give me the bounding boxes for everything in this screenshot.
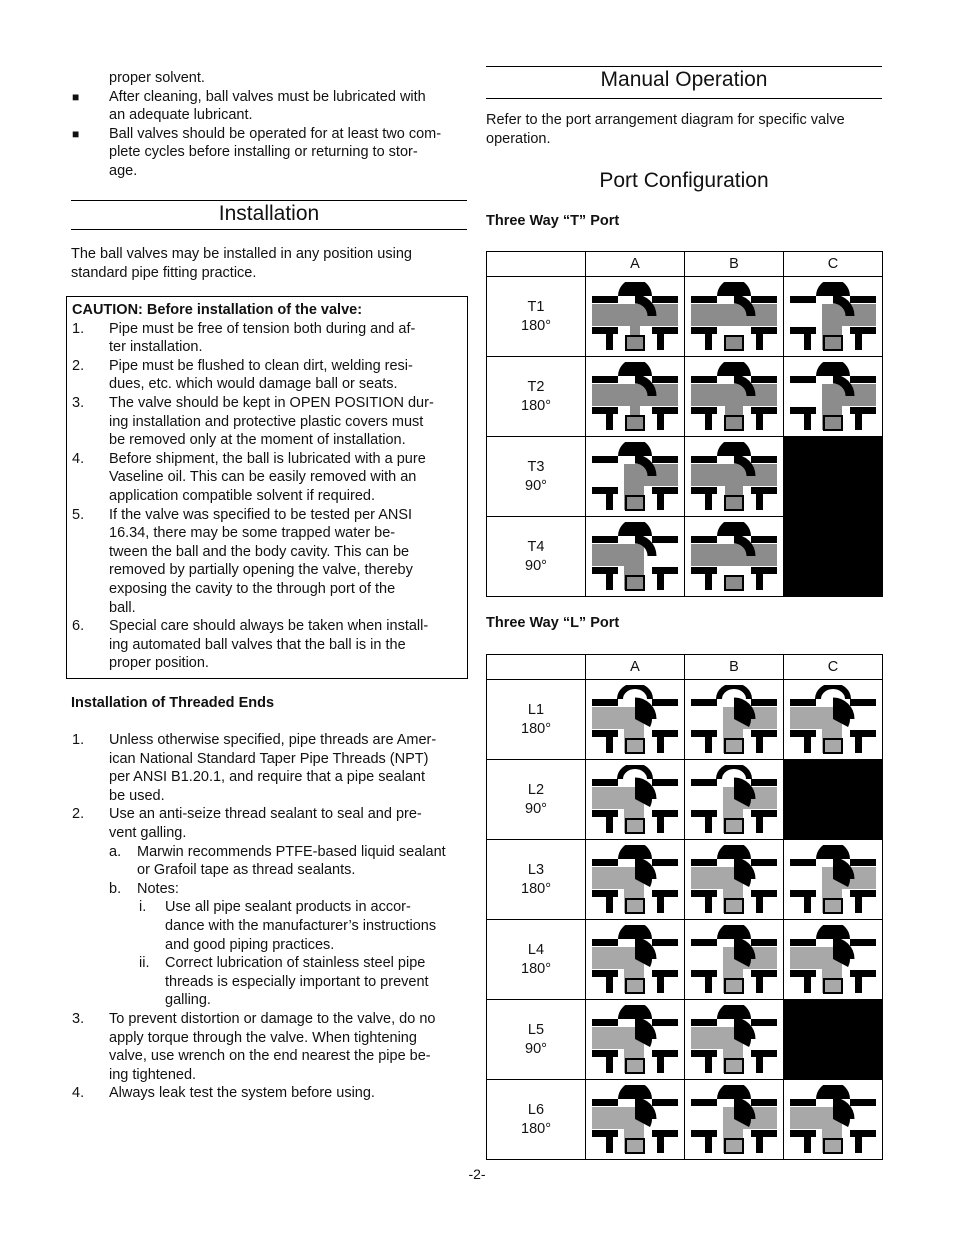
column-header-a: A: [586, 252, 685, 277]
threaded-item-number: 1.: [72, 732, 85, 748]
table-row: [487, 437, 883, 517]
page-number: -2-: [468, 1166, 486, 1182]
valve-cell: [586, 437, 685, 517]
threaded-item-line: Notes:: [137, 880, 179, 897]
caution-item-line: application compatible solvent if required.: [109, 488, 375, 504]
caution-item-number: 1.: [72, 320, 85, 337]
threaded-item-line: vent galling.: [109, 825, 187, 841]
valve-cell: [586, 1000, 685, 1080]
unavailable-cell: [784, 517, 883, 597]
l-port-heading: Three Way “L” Port: [486, 615, 620, 631]
caution-item-line: ing installation and protective plastic covers must: [109, 413, 424, 430]
table-row: [487, 840, 883, 920]
caution-item-line: The valve should be kept in OPEN POSITION dur-: [109, 395, 434, 411]
bullet-marker: ■: [72, 89, 80, 104]
caution-item-number: 3.: [72, 395, 85, 411]
caution-item-line: Special care should always be taken when install-: [109, 618, 429, 635]
caution-item-line: 16.34, there may be some trapped water be-: [109, 525, 396, 542]
manual-line: operation.: [486, 130, 551, 147]
table-header-row: [487, 655, 883, 680]
row-angle: 180°: [521, 720, 551, 737]
valve-port-diagram: [590, 765, 680, 835]
row-label: L4: [527, 941, 545, 958]
row-angle: 180°: [521, 1120, 551, 1137]
column-header-c: C: [784, 252, 883, 277]
t-port-table: [486, 251, 883, 597]
valve-port-diagram: [590, 442, 680, 512]
caution-item-number: 2.: [72, 357, 85, 374]
caution-item-line: If the valve was specified to be tested per ANSI: [109, 506, 413, 523]
valve-cell: [586, 760, 685, 840]
unavailable-cell: [784, 1000, 883, 1080]
valve-cell: [784, 840, 883, 920]
valve-cell: [685, 680, 784, 760]
caution-item-line: Vaseline oil. This can be easily removed with an: [109, 469, 417, 486]
valve-port-diagram: [590, 522, 680, 592]
valve-cell: [784, 1080, 883, 1160]
intro-line: proper solvent.: [109, 70, 205, 86]
row-label-cell: [487, 437, 586, 517]
threaded-item-line: Always leak test the system before using.: [109, 1085, 375, 1102]
threaded-item-number: 2.: [72, 806, 85, 823]
row-label-cell: [487, 760, 586, 840]
row-label-cell: [487, 357, 586, 437]
row-label-cell: [487, 920, 586, 1000]
threaded-item-number: a.: [109, 843, 122, 860]
installation-rule-bottom: [71, 229, 467, 230]
caution-item-line: Pipe must be flushed to clean dirt, welding resi-: [109, 357, 413, 374]
valve-port-diagram: [590, 1005, 680, 1075]
installation-heading: Installation: [218, 202, 320, 225]
row-angle: 180°: [521, 960, 551, 977]
valve-cell: [685, 920, 784, 1000]
valve-port-diagram: [590, 845, 680, 915]
threaded-item-number: 4.: [72, 1085, 85, 1102]
row-label-cell: [487, 680, 586, 760]
row-label: T1: [527, 298, 545, 315]
row-label: L1: [527, 701, 545, 718]
table-row: [487, 277, 883, 357]
valve-port-diagram: [590, 1085, 680, 1155]
valve-port-diagram: [689, 362, 779, 432]
valve-cell: [586, 680, 685, 760]
valve-cell: [784, 680, 883, 760]
table-row: [487, 517, 883, 597]
installation-rule-top: [71, 200, 467, 201]
valve-cell: [586, 1080, 685, 1160]
valve-cell: [784, 357, 883, 437]
caution-item-line: ing automated ball valves that the ball is in the: [109, 636, 406, 653]
row-label-cell: [487, 1000, 586, 1080]
valve-port-diagram: [689, 522, 779, 592]
manual-rule-bottom: [486, 98, 882, 99]
threaded-item-line: ing tightened.: [109, 1066, 197, 1083]
valve-port-diagram: [788, 685, 878, 755]
row-angle: 90°: [525, 1040, 547, 1057]
row-label: T3: [527, 458, 545, 475]
valve-port-diagram: [689, 765, 779, 835]
table-header-row: [487, 252, 883, 277]
caution-item-number: 4.: [72, 450, 85, 467]
column-header-b: B: [685, 252, 784, 277]
valve-port-diagram: [788, 1085, 878, 1155]
valve-port-diagram: [788, 925, 878, 995]
manual-operation-heading: Manual Operation: [600, 68, 768, 91]
row-label-cell: [487, 517, 586, 597]
row-label: L5: [527, 1021, 545, 1038]
threaded-item-line: and good piping practices.: [165, 936, 335, 953]
l-port-table: [486, 654, 883, 1160]
port-configuration-heading: Port Configuration: [599, 169, 769, 192]
valve-cell: [784, 277, 883, 357]
threaded-item-line: threads is especially important to prevent: [165, 973, 429, 990]
threaded-item-number: i.: [139, 899, 147, 916]
table-row: [487, 920, 883, 1000]
threaded-item-line: Use all pipe sealant products in accor-: [165, 899, 411, 916]
table-row: [487, 680, 883, 760]
caution-title: CAUTION: Before installation of the valve:: [72, 302, 363, 318]
valve-port-diagram: [689, 925, 779, 995]
row-label: L6: [527, 1101, 545, 1118]
column-header-c: C: [784, 655, 883, 680]
valve-port-diagram: [689, 442, 779, 512]
valve-port-diagram: [689, 282, 779, 352]
valve-port-diagram: [590, 685, 680, 755]
table-row: [487, 357, 883, 437]
threaded-item-line: dance with the manufacturer’s instructions: [165, 918, 437, 934]
threaded-item-line: ican National Standard Taper Pipe Threads (NPT): [109, 750, 429, 767]
threaded-item-line: To prevent distortion or damage to the valve, do no: [109, 1011, 436, 1027]
caution-item-line: tween the ball and the body cavity. This can be: [109, 543, 410, 560]
header-blank-cell: [487, 655, 586, 680]
table-row: [487, 760, 883, 840]
threaded-item-line: Use an anti-seize thread sealant to seal and pre-: [109, 806, 422, 823]
row-label: L2: [527, 781, 545, 798]
valve-cell: [784, 920, 883, 1000]
valve-port-diagram: [590, 362, 680, 432]
intro-line: age.: [109, 163, 138, 179]
caution-item-line: Pipe must be free of tension both during and af-: [109, 320, 416, 337]
row-angle: 90°: [525, 557, 547, 574]
row-angle: 180°: [521, 317, 551, 334]
threaded-item-line: valve, use wrench on the end nearest the pipe be-: [109, 1048, 431, 1065]
t-port-heading: Three Way “T” Port: [486, 213, 620, 229]
valve-port-diagram: [788, 362, 878, 432]
header-blank-cell: [487, 252, 586, 277]
caution-item-line: removed by partially opening the valve, thereby: [109, 562, 413, 579]
caution-item-line: be removed only at the moment of installation.: [109, 432, 406, 449]
valve-port-diagram: [689, 1005, 779, 1075]
installation-line: The ball valves may be installed in any position using: [71, 246, 412, 262]
row-angle: 90°: [525, 800, 547, 817]
threaded-item-line: per ANSI B1.20.1, and require that a pipe sealant: [109, 769, 425, 786]
row-label: T4: [527, 538, 545, 555]
intro-line: Ball valves should be operated for at least two com-: [109, 125, 442, 142]
row-label: T2: [527, 378, 545, 395]
threaded-item-number: ii.: [139, 955, 150, 972]
valve-cell: [685, 760, 784, 840]
valve-cell: [685, 437, 784, 517]
row-angle: 180°: [521, 397, 551, 414]
valve-cell: [586, 920, 685, 1000]
valve-port-diagram: [689, 685, 779, 755]
threaded-item-line: be used.: [109, 787, 165, 804]
caution-item-line: exposing the cavity to the through port of the: [109, 581, 396, 597]
caution-item-number: 5.: [72, 506, 85, 523]
threaded-item-line: Correct lubrication of stainless steel pipe: [165, 955, 426, 972]
row-label: L3: [527, 861, 545, 878]
caution-item-number: 6.: [72, 618, 85, 635]
valve-port-diagram: [590, 282, 680, 352]
valve-cell: [685, 517, 784, 597]
valve-cell: [586, 357, 685, 437]
row-label-cell: [487, 1080, 586, 1160]
table-row: [487, 1000, 883, 1080]
intro-line: After cleaning, ball valves must be lubricated with: [109, 88, 426, 105]
caution-item-line: proper position.: [109, 655, 209, 672]
valve-port-diagram: [788, 845, 878, 915]
valve-cell: [685, 840, 784, 920]
threaded-item-number: b.: [109, 880, 122, 897]
column-header-b: B: [685, 655, 784, 680]
installation-line: standard pipe fitting practice.: [71, 264, 257, 281]
intro-line: an adequate lubricant.: [109, 107, 253, 124]
valve-cell: [685, 277, 784, 357]
valve-port-diagram: [590, 925, 680, 995]
caution-item-line: Before shipment, the ball is lubricated with a pure: [109, 450, 426, 467]
table-row: [487, 1080, 883, 1160]
caution-item-line: ter installation.: [109, 339, 203, 356]
manual-line: Refer to the port arrangement diagram for specific valve: [486, 112, 845, 128]
bullet-marker: ■: [72, 126, 80, 141]
threaded-item-line: or Grafoil tape as thread sealants.: [137, 862, 356, 879]
row-angle: 180°: [521, 880, 551, 897]
threaded-item-line: galling.: [165, 992, 211, 1009]
valve-cell: [685, 357, 784, 437]
valve-cell: [685, 1080, 784, 1160]
threaded-item-number: 3.: [72, 1011, 85, 1027]
threaded-item-line: Unless otherwise specified, pipe threads are Amer-: [109, 732, 437, 748]
valve-port-diagram: [788, 282, 878, 352]
valve-cell: [586, 840, 685, 920]
valve-cell: [586, 277, 685, 357]
unavailable-cell: [784, 760, 883, 840]
valve-cell: [685, 1000, 784, 1080]
unavailable-cell: [784, 437, 883, 517]
row-label-cell: [487, 277, 586, 357]
row-angle: 90°: [525, 477, 547, 494]
caution-item-line: dues, etc. which would damage ball or seats.: [109, 376, 398, 393]
caution-item-line: ball.: [109, 599, 136, 616]
threaded-item-line: apply torque through the valve. When tightening: [109, 1029, 417, 1046]
threaded-ends-heading: Installation of Threaded Ends: [71, 695, 275, 711]
valve-port-diagram: [689, 1085, 779, 1155]
valve-port-diagram: [689, 845, 779, 915]
intro-line: plete cycles before installing or returning to stor-: [109, 144, 418, 161]
valve-cell: [586, 517, 685, 597]
threaded-item-line: Marwin recommends PTFE-based liquid sealant: [137, 843, 446, 860]
manual-rule-top: [486, 66, 882, 67]
column-header-a: A: [586, 655, 685, 680]
row-label-cell: [487, 840, 586, 920]
